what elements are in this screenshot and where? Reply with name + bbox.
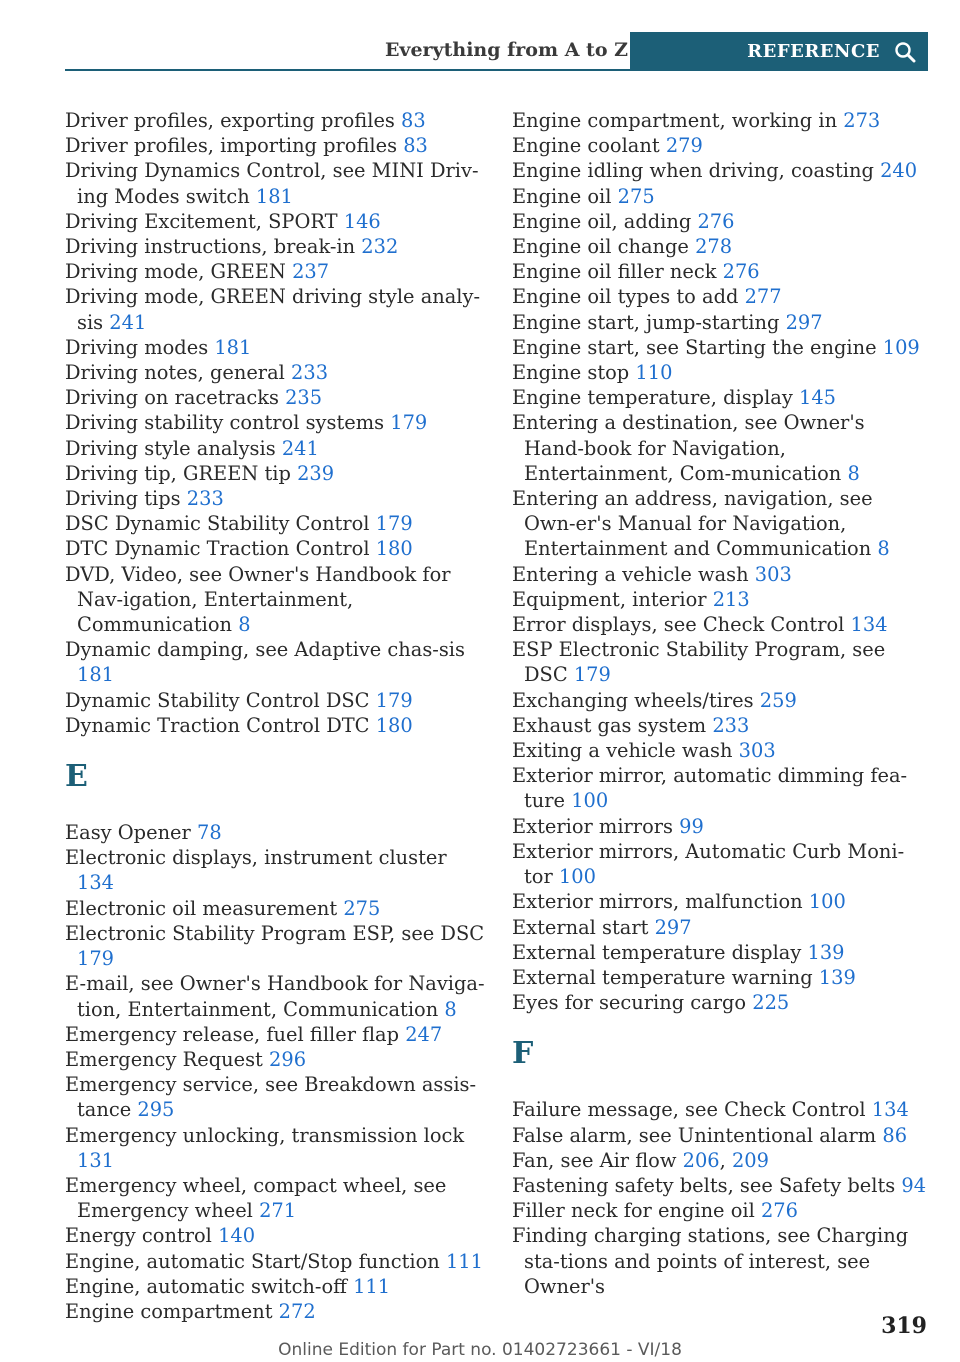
index-entry bbox=[65, 461, 485, 486]
entry-text: Engine, automatic Start/Stop function bbox=[65, 1249, 440, 1273]
entry-text: External temperature display bbox=[512, 940, 802, 964]
index-entry bbox=[512, 587, 930, 612]
page-link[interactable]: 276 bbox=[722, 260, 760, 284]
index-entry bbox=[65, 896, 485, 921]
page-link[interactable]: 140 bbox=[218, 1224, 256, 1248]
entry-text: Electronic Stability Program ESP, see DSC bbox=[65, 921, 485, 945]
entry-text: DSC Dynamic Stability Control bbox=[65, 512, 370, 536]
page-link[interactable]: 145 bbox=[798, 386, 836, 410]
entry-text: Driving notes, general bbox=[65, 361, 285, 385]
page-link[interactable]: 209 bbox=[731, 1148, 769, 1172]
page-link[interactable]: 276 bbox=[760, 1199, 798, 1223]
entry-text: Engine oil change bbox=[512, 235, 689, 259]
entry-text: Engine start, see Starting the engine bbox=[512, 335, 877, 359]
entry-text: Electronic displays, instrument cluster bbox=[65, 846, 447, 870]
entry-text: Engine compartment bbox=[65, 1299, 273, 1323]
page-link[interactable]: 179 bbox=[77, 947, 115, 971]
index-entry bbox=[512, 259, 930, 284]
page-link[interactable]: 295 bbox=[137, 1098, 175, 1122]
page-link[interactable]: 111 bbox=[353, 1274, 391, 1298]
page-link[interactable]: 94 bbox=[901, 1173, 927, 1197]
page-link[interactable]: 213 bbox=[712, 587, 750, 611]
page-link[interactable]: 239 bbox=[297, 461, 335, 485]
entry-text: Engine oil, adding bbox=[512, 209, 692, 233]
index-entry bbox=[512, 965, 930, 990]
index-entry bbox=[65, 1274, 485, 1299]
page-link[interactable]: 272 bbox=[278, 1299, 316, 1323]
entry-text: Driving mode, GREEN driving style analy-sis bbox=[65, 285, 481, 334]
entry-text: Driving instructions, break-in bbox=[65, 235, 356, 259]
page-link[interactable]: 99 bbox=[679, 814, 704, 838]
page-link[interactable]: 271 bbox=[259, 1199, 297, 1223]
index-entry bbox=[512, 839, 930, 889]
index-entry bbox=[512, 1123, 930, 1148]
index-entry bbox=[65, 713, 485, 738]
index-entry bbox=[512, 1097, 930, 1122]
entry-text: Driver profiles, importing profiles bbox=[65, 134, 398, 158]
entry-text: Emergency wheel, compact wheel, see Emergency wheel bbox=[65, 1173, 447, 1223]
page-link[interactable]: 180 bbox=[375, 713, 413, 737]
page-link[interactable]: 232 bbox=[361, 235, 399, 259]
index-entry bbox=[512, 133, 930, 158]
page-link[interactable]: 179 bbox=[375, 512, 413, 536]
entry-text: External temperature warning bbox=[512, 965, 813, 989]
entry-text: Driving stability control systems bbox=[65, 411, 385, 435]
entry-text: Electronic oil measurement bbox=[65, 896, 338, 920]
page-link[interactable]: 100 bbox=[571, 789, 609, 813]
index-entry bbox=[65, 820, 485, 845]
index-entry bbox=[512, 486, 930, 562]
entry-text: Exterior mirror, automatic dimming fea-ture bbox=[512, 764, 908, 813]
index-entry bbox=[512, 713, 930, 738]
entry-text: Entering a destination, see Owner's Hand-book for Navigation, Entertainment, Com-munication bbox=[512, 411, 865, 485]
entry-text: Engine temperature, display bbox=[512, 386, 793, 410]
index-entry bbox=[65, 335, 485, 360]
page-link[interactable]: 259 bbox=[759, 688, 797, 712]
index-entry bbox=[65, 1223, 485, 1248]
index-entry bbox=[65, 486, 485, 511]
page-link[interactable]: 179 bbox=[573, 663, 611, 687]
page-link[interactable]: 134 bbox=[850, 613, 888, 637]
page-link[interactable]: 180 bbox=[375, 537, 413, 561]
page-link[interactable]: 146 bbox=[343, 209, 381, 233]
page-link[interactable]: 297 bbox=[654, 915, 692, 939]
index-entry bbox=[65, 108, 485, 133]
entry-text: Dynamic damping, see Adaptive chas-sis bbox=[65, 638, 465, 662]
index-column-left bbox=[65, 108, 485, 1324]
entry-text: Engine start, jump-starting bbox=[512, 310, 780, 334]
page-link[interactable]: 206 bbox=[682, 1148, 720, 1172]
section-letter: E bbox=[65, 759, 88, 795]
page-link[interactable]: 275 bbox=[343, 896, 381, 920]
entry-text: Energy control bbox=[65, 1224, 212, 1248]
index-entry bbox=[512, 1173, 930, 1198]
index-entry bbox=[65, 1072, 485, 1122]
index-entry bbox=[512, 158, 930, 183]
entry-text: Engine idling when driving, coasting bbox=[512, 159, 874, 183]
page-link[interactable]: 8 bbox=[877, 537, 890, 561]
entry-text: Driving style analysis bbox=[65, 436, 276, 460]
page-link[interactable]: 134 bbox=[77, 871, 115, 895]
section-label: REFERENCE bbox=[747, 41, 880, 62]
entry-text: Finding charging stations, see Charging sta-tions and points of interest, see Owner's bbox=[512, 1224, 909, 1298]
entry-text: Engine stop bbox=[512, 361, 630, 385]
search-icon[interactable] bbox=[894, 41, 916, 63]
index-entry bbox=[512, 612, 930, 637]
index-entry bbox=[512, 562, 930, 587]
entry-text: DVD, Video, see Owner's Handbook for Nav-igation, Entertainment, Communication bbox=[65, 562, 451, 637]
page-link[interactable]: 139 bbox=[807, 940, 845, 964]
index-entry bbox=[65, 410, 485, 435]
entry-text: Driver profiles, exporting profiles bbox=[65, 109, 395, 132]
page-link[interactable]: 278 bbox=[695, 235, 733, 259]
entry-text: ESP Electronic Stability Program, see DSC bbox=[512, 638, 886, 687]
index-entry bbox=[65, 158, 485, 208]
entry-text: Driving modes bbox=[65, 335, 209, 359]
page-link[interactable]: 86 bbox=[882, 1123, 908, 1147]
index-entry bbox=[65, 971, 485, 1021]
entry-text: Emergency unlocking, transmission lock bbox=[65, 1123, 465, 1147]
page-link[interactable]: 100 bbox=[558, 865, 596, 889]
index-entry bbox=[65, 1249, 485, 1274]
index-entry: Fan, see Air flow 206, 209 bbox=[512, 1148, 769, 1172]
page-link[interactable]: 273 bbox=[843, 109, 881, 132]
page-link[interactable]: 275 bbox=[617, 184, 655, 208]
index-entry bbox=[512, 1198, 930, 1223]
page-link[interactable]: 139 bbox=[818, 965, 856, 989]
index-entry bbox=[65, 1123, 485, 1173]
page-link[interactable]: 100 bbox=[808, 890, 846, 914]
page-link[interactable]: 134 bbox=[871, 1098, 909, 1122]
page-link[interactable]: 83 bbox=[403, 134, 428, 158]
index-entry bbox=[512, 637, 930, 687]
index-entry bbox=[512, 990, 930, 1015]
entry-text: Failure message, see Check Control bbox=[512, 1098, 866, 1122]
entry-text: Driving Excitement, SPORT bbox=[65, 209, 338, 233]
page-number: 319 bbox=[881, 1313, 927, 1339]
entry-text: Engine oil bbox=[512, 184, 612, 208]
index-entry bbox=[65, 1022, 485, 1047]
entry-text: Engine oil filler neck bbox=[512, 260, 717, 284]
entry-text: Exiting a vehicle wash bbox=[512, 739, 733, 763]
page-link[interactable]: 303 bbox=[738, 739, 776, 763]
page-link[interactable]: 181 bbox=[214, 335, 252, 359]
index-entry bbox=[65, 1299, 485, 1324]
index-entry bbox=[65, 511, 485, 536]
entry-text: Easy Opener bbox=[65, 821, 191, 845]
entry-text: Fastening safety belts, see Safety belts bbox=[512, 1173, 896, 1197]
index-entry bbox=[512, 209, 930, 234]
index-entry bbox=[65, 637, 485, 687]
section-letter: F bbox=[512, 1036, 534, 1072]
index-entry bbox=[512, 1223, 930, 1299]
entry-text: Driving tip, GREEN tip bbox=[65, 461, 291, 485]
entry-text: DTC Dynamic Traction Control bbox=[65, 537, 370, 561]
index-entry bbox=[65, 209, 485, 234]
index-entry bbox=[65, 1173, 485, 1223]
entry-text: Exterior mirrors, malfunction bbox=[512, 890, 803, 914]
page-link[interactable]: 8 bbox=[444, 997, 457, 1021]
footer-edition: Online Edition for Part no. 01402723661 - VI/18 bbox=[278, 1340, 682, 1360]
entry-text: Emergency service, see Breakdown assis-tance bbox=[65, 1073, 477, 1122]
page-link[interactable]: 233 bbox=[712, 713, 750, 737]
page-link[interactable]: 111 bbox=[445, 1249, 483, 1273]
page-link[interactable]: 179 bbox=[375, 688, 413, 712]
page-link[interactable]: 237 bbox=[292, 260, 330, 284]
page-link[interactable]: 247 bbox=[405, 1022, 443, 1046]
entry-text: Exhaust gas system bbox=[512, 713, 707, 737]
index-column-right bbox=[512, 108, 930, 1299]
index-entry bbox=[512, 310, 930, 335]
entry-text: False alarm, see Unintentional alarm bbox=[512, 1123, 877, 1147]
page-link[interactable]: 297 bbox=[785, 310, 823, 334]
index-entry bbox=[65, 921, 485, 971]
index-entry bbox=[65, 284, 485, 334]
page-link[interactable]: 225 bbox=[752, 991, 790, 1015]
page-link[interactable]: 279 bbox=[665, 134, 703, 158]
page-link[interactable]: 277 bbox=[744, 285, 782, 309]
entry-text: Exterior mirrors, Automatic Curb Moni-tor bbox=[512, 839, 905, 889]
entry-text: Engine compartment, working in bbox=[512, 109, 838, 132]
index-entry bbox=[65, 845, 485, 895]
page-link[interactable]: 109 bbox=[882, 335, 920, 359]
page-link[interactable]: 110 bbox=[635, 361, 673, 385]
index-entry bbox=[512, 108, 930, 133]
index-entry bbox=[65, 385, 485, 410]
page-link[interactable]: 276 bbox=[697, 209, 735, 233]
index-entry bbox=[512, 410, 930, 486]
page-link[interactable]: 241 bbox=[109, 310, 147, 334]
page-link[interactable]: 179 bbox=[390, 411, 428, 435]
page-link[interactable]: 241 bbox=[281, 436, 319, 460]
entry-text: Emergency release, fuel filler flap bbox=[65, 1022, 400, 1046]
page-link[interactable]: 240 bbox=[880, 159, 918, 183]
header-rule bbox=[65, 69, 928, 71]
page-link[interactable]: 131 bbox=[77, 1148, 115, 1172]
entry-text: Driving Dynamics Control, see MINI Driv-ing Modes switch bbox=[65, 159, 479, 208]
entry-text: Dynamic Stability Control DSC bbox=[65, 688, 370, 712]
index-entry bbox=[65, 360, 485, 385]
page-link[interactable]: 235 bbox=[285, 386, 323, 410]
entry-text: External start bbox=[512, 915, 649, 939]
entry-text: Driving tips bbox=[65, 487, 181, 511]
entry-text: E-mail, see Owner's Handbook for Naviga-tion, Entertainment, Communication bbox=[65, 972, 485, 1021]
entry-text: Equipment, interior bbox=[512, 587, 707, 611]
index-entry bbox=[65, 234, 485, 259]
index-entry bbox=[512, 738, 930, 763]
entry-text: Engine oil types to add bbox=[512, 285, 739, 309]
index-entry bbox=[512, 814, 930, 839]
entry-text: Error displays, see Check Control bbox=[512, 613, 845, 637]
page-link[interactable]: 83 bbox=[401, 109, 426, 132]
entry-text: Fan, see Air flow bbox=[512, 1148, 677, 1172]
page-link[interactable]: 233 bbox=[291, 361, 329, 385]
index-entry bbox=[65, 688, 485, 713]
page-link[interactable]: 303 bbox=[754, 562, 792, 586]
index-entry bbox=[512, 915, 930, 940]
page-link[interactable]: 296 bbox=[269, 1047, 307, 1071]
index-entry bbox=[65, 1047, 485, 1072]
entry-text: Entering a vehicle wash bbox=[512, 562, 749, 586]
section-badge[interactable] bbox=[630, 32, 928, 71]
index-entry bbox=[512, 889, 930, 914]
index-entry bbox=[512, 184, 930, 209]
index-entry bbox=[65, 536, 485, 561]
index-entry bbox=[65, 562, 485, 638]
index-entry bbox=[512, 234, 930, 259]
index-entry bbox=[512, 763, 930, 813]
index-entry bbox=[512, 284, 930, 309]
entry-text: Dynamic Traction Control DTC bbox=[65, 713, 370, 737]
index-entry bbox=[512, 335, 930, 360]
page-link[interactable]: 181 bbox=[255, 184, 293, 208]
page-link[interactable]: 8 bbox=[847, 461, 860, 485]
entry-text: Entering an address, navigation, see Own-er's Manual for Navigation, Entertainment and Communication bbox=[512, 487, 873, 561]
entry-text: Engine, automatic switch-off bbox=[65, 1274, 347, 1298]
entry-text: Exchanging wheels/tires bbox=[512, 688, 754, 712]
entry-text: Eyes for securing cargo bbox=[512, 991, 747, 1015]
page-link[interactable]: 78 bbox=[196, 821, 222, 845]
entry-text: Engine coolant bbox=[512, 134, 660, 158]
index-entry bbox=[512, 940, 930, 965]
page-link[interactable]: 181 bbox=[77, 663, 115, 687]
index-entry bbox=[65, 259, 485, 284]
page-link[interactable]: 233 bbox=[186, 487, 224, 511]
entry-text: Exterior mirrors bbox=[512, 814, 673, 838]
entry-text: Emergency Request bbox=[65, 1047, 263, 1071]
page-link[interactable]: 8 bbox=[238, 613, 251, 637]
index-entry bbox=[512, 385, 930, 410]
index-entry bbox=[65, 436, 485, 461]
index-entry bbox=[65, 133, 485, 158]
index-entry bbox=[512, 360, 930, 385]
entry-text: Driving mode, GREEN bbox=[65, 260, 286, 284]
entry-text: Driving on racetracks bbox=[65, 386, 279, 410]
index-entry bbox=[512, 688, 930, 713]
header-title: Everything from A to Z bbox=[384, 39, 628, 61]
entry-text: Filler neck for engine oil bbox=[512, 1199, 755, 1223]
